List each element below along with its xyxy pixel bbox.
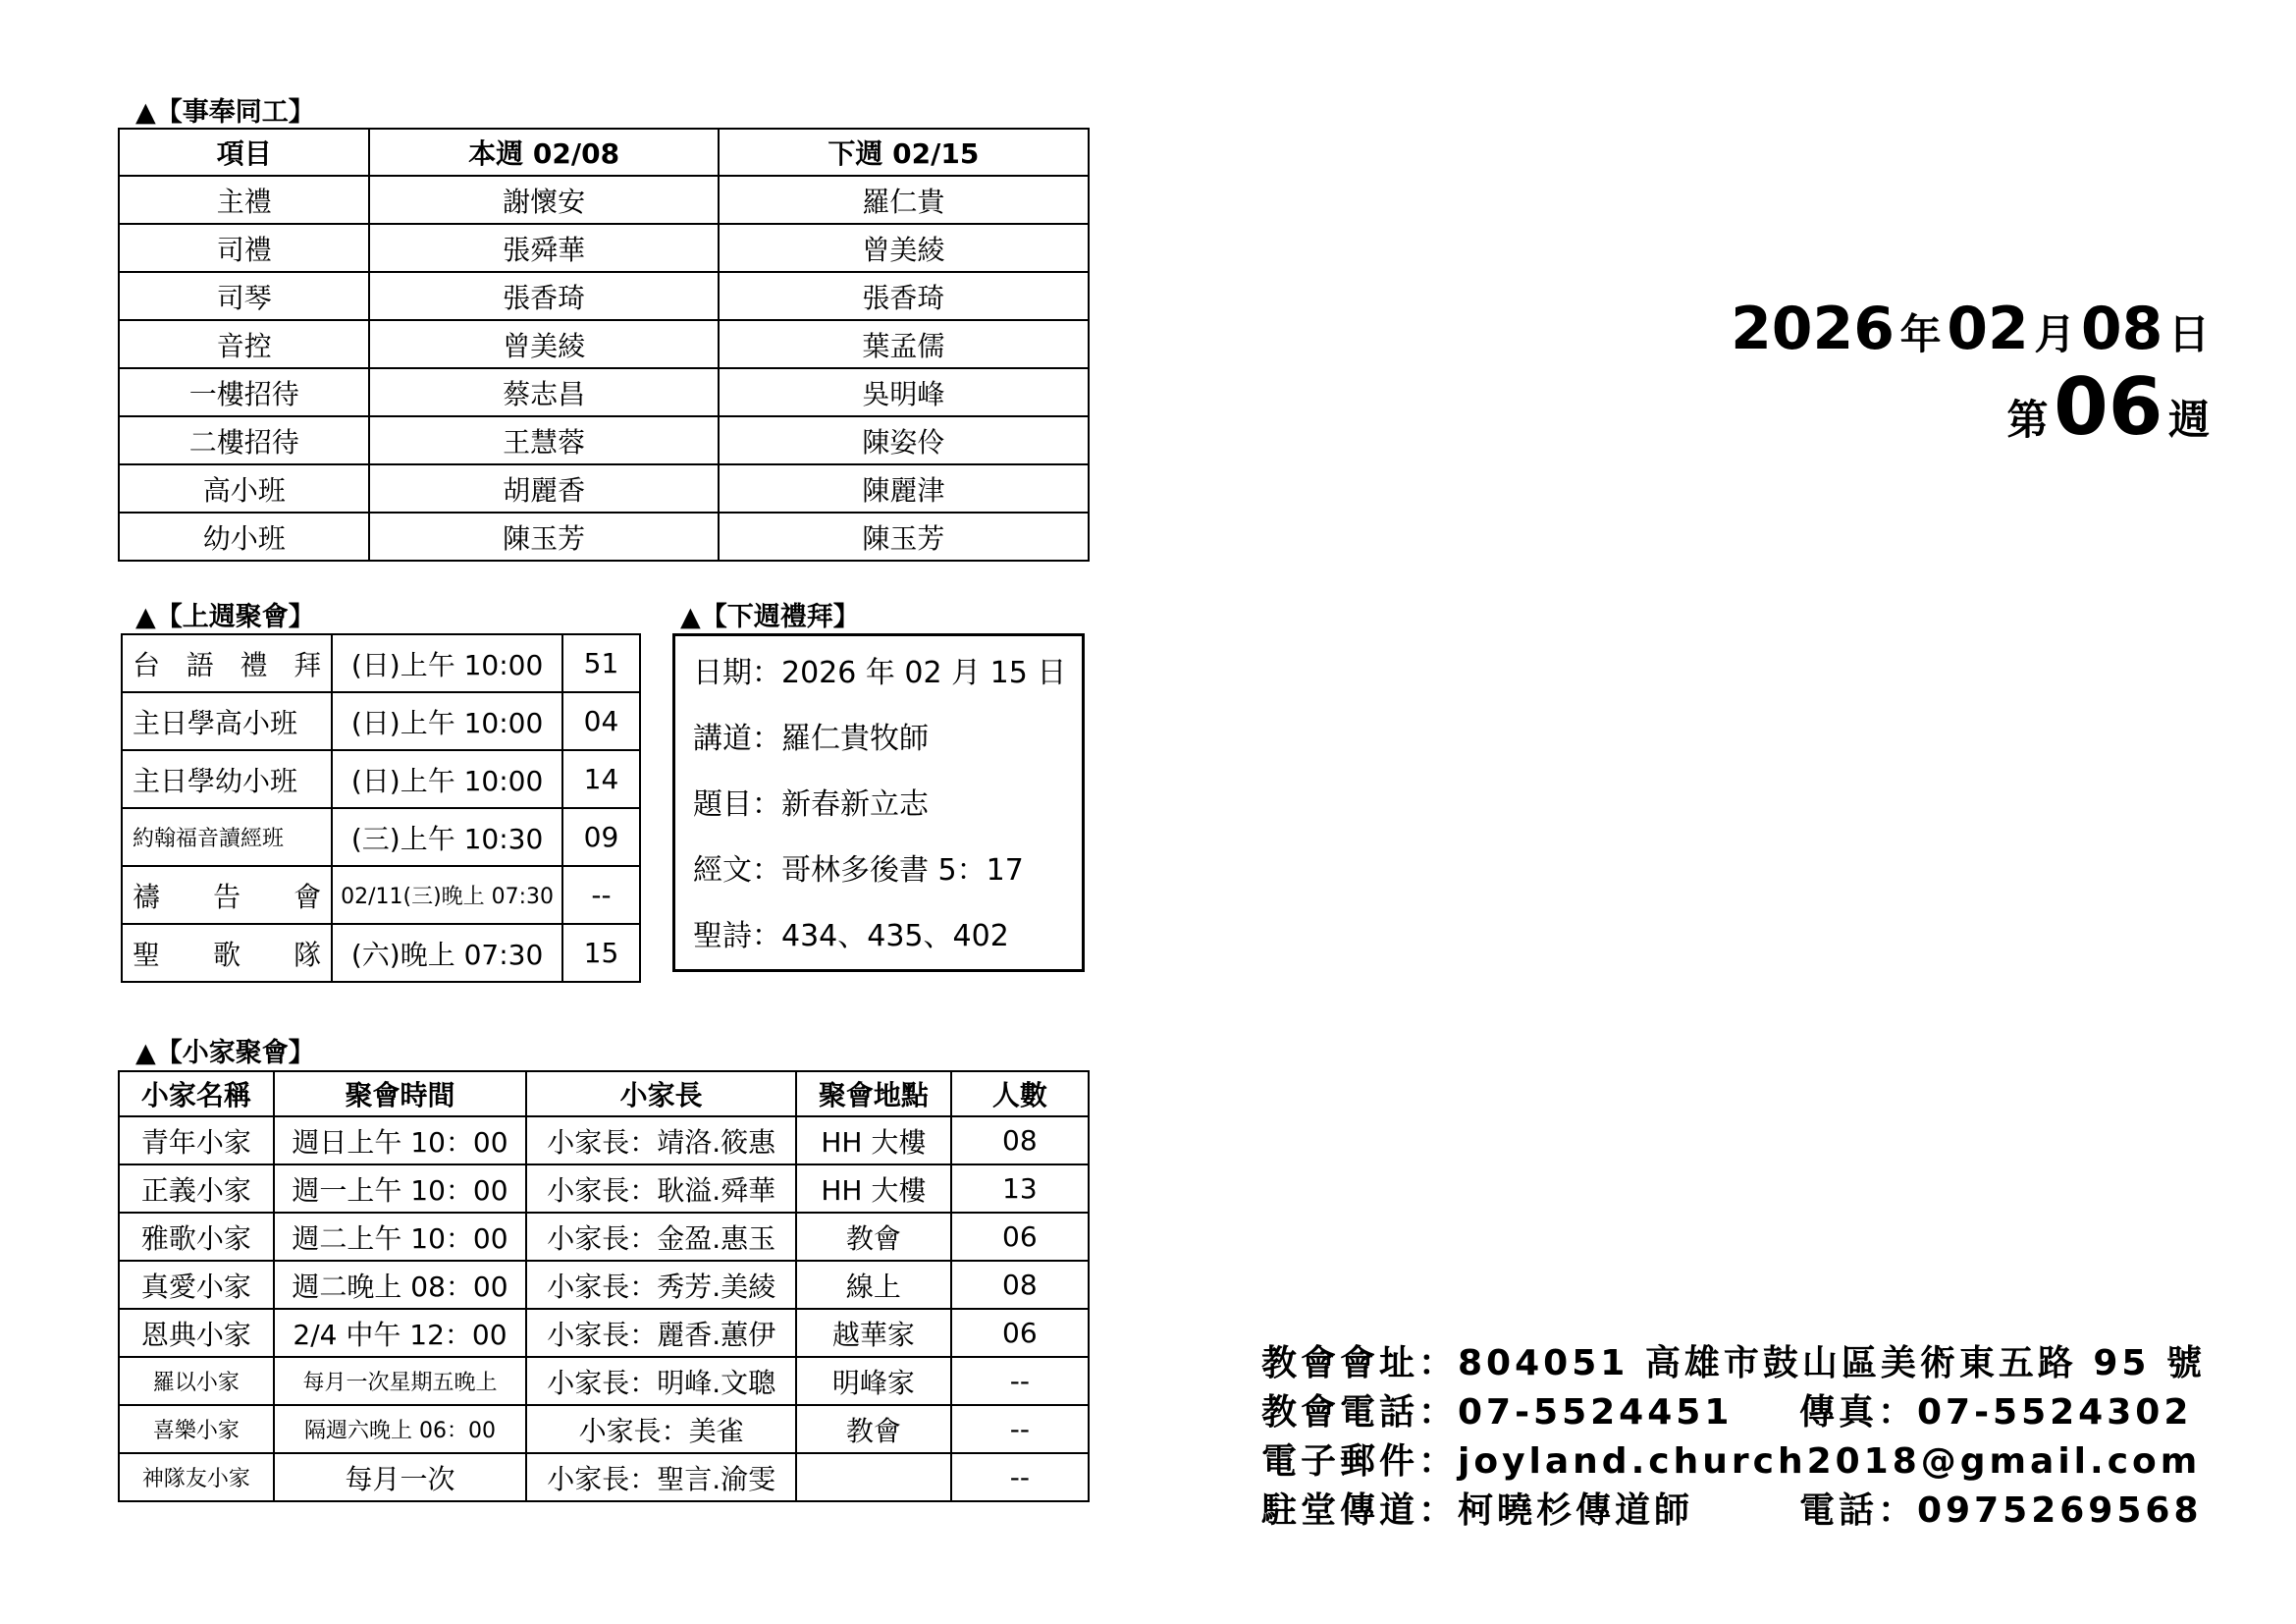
group-location: 線上: [796, 1261, 951, 1309]
small-groups-header-row: [119, 1071, 1089, 1116]
next-week-scripture: 經文：哥林多後書 5：17: [693, 853, 1024, 888]
group-time: 週二晚上 08：00: [274, 1261, 527, 1309]
meeting-name: 主日學高小班: [122, 692, 332, 750]
servers-this-week: 王慧蓉: [369, 416, 718, 464]
group-count: --: [951, 1357, 1089, 1405]
meeting-attendance: 14: [562, 750, 640, 808]
servers-role: 高小班: [119, 464, 369, 513]
group-location: 越華家: [796, 1309, 951, 1357]
meeting-attendance: 15: [562, 924, 640, 982]
group-location: 教會: [796, 1213, 951, 1261]
group-time: 週一上午 10：00: [274, 1164, 527, 1213]
meeting-attendance: 51: [562, 634, 640, 692]
meeting-name: 主日學幼小班: [122, 750, 332, 808]
servers-role: 幼小班: [119, 513, 369, 561]
small-groups-section-title: ▲【小家聚會】: [135, 1038, 315, 1068]
meeting-attendance: 04: [562, 692, 640, 750]
servers-row: [119, 464, 1089, 513]
servers-row: [119, 320, 1089, 368]
servers-row: [119, 513, 1089, 561]
small-group-row: [119, 1164, 1089, 1213]
meeting-time: (六)晚上 07:30: [332, 924, 562, 982]
servers-this-week: 陳玉芳: [369, 513, 718, 561]
servers-next-week: 葉孟儒: [719, 320, 1089, 368]
small-group-row: [119, 1357, 1089, 1405]
small-groups-table: [118, 1070, 1090, 1502]
servers-next-week: 吳明峰: [719, 368, 1089, 416]
week-unit: 週: [2167, 396, 2210, 444]
small-groups-header-name: 小家名稱: [119, 1071, 274, 1116]
group-count: --: [951, 1453, 1089, 1501]
servers-header-this-week: 本週 02/08: [369, 129, 718, 176]
last-week-row: [122, 692, 640, 750]
servers-role: 司禮: [119, 224, 369, 272]
group-count: --: [951, 1405, 1089, 1453]
servers-section-title: ▲【事奉同工】: [135, 97, 315, 128]
servers-next-week: 羅仁貴: [719, 176, 1089, 224]
servers-row: [119, 272, 1089, 320]
group-leader: 小家長：麗香.蕙伊: [526, 1309, 796, 1357]
small-groups-header-leader: 小家長: [526, 1071, 796, 1116]
last-week-table: [121, 633, 641, 983]
group-leader: 小家長：明峰.文聰: [526, 1357, 796, 1405]
church-email: 電子郵件：joyland.church2018@gmail.com: [1261, 1441, 2202, 1482]
group-time: 週二上午 10：00: [274, 1213, 527, 1261]
small-group-row: [119, 1261, 1089, 1309]
meeting-time: (日)上午 10:00: [332, 750, 562, 808]
group-name: 青年小家: [119, 1116, 274, 1164]
group-leader: 小家長：秀芳.美綾: [526, 1261, 796, 1309]
servers-role: 二樓招待: [119, 416, 369, 464]
group-leader: 小家長：金盈.惠玉: [526, 1213, 796, 1261]
church-preacher: 駐堂傳道：柯曉杉傳道師: [1261, 1490, 1694, 1531]
group-location: [796, 1453, 951, 1501]
meeting-attendance: 09: [562, 808, 640, 866]
group-count: 08: [951, 1261, 1089, 1309]
week-number: 06: [2054, 361, 2163, 453]
small-group-row: [119, 1405, 1089, 1453]
next-week-date: 日期：2026 年 02 月 15 日: [693, 656, 1067, 690]
servers-header-next-week: 下週 02/15: [719, 129, 1089, 176]
group-count: 06: [951, 1309, 1089, 1357]
servers-role: 音控: [119, 320, 369, 368]
servers-next-week: 陳玉芳: [719, 513, 1089, 561]
group-leader: 小家長：靖洛.筱惠: [526, 1116, 796, 1164]
date-year: 2026: [1731, 295, 1896, 363]
small-group-row: [119, 1453, 1089, 1501]
small-group-row: [119, 1213, 1089, 1261]
group-leader: 小家長：耿溢.舜華: [526, 1164, 796, 1213]
date-day-unit: 日: [2167, 310, 2210, 358]
servers-role: 司琴: [119, 272, 369, 320]
group-location: HH 大樓: [796, 1116, 951, 1164]
date-year-unit: 年: [1899, 310, 1942, 358]
meeting-name: 台 語 禮 拜: [122, 634, 332, 692]
group-name: 正義小家: [119, 1164, 274, 1213]
servers-this-week: 曾美綾: [369, 320, 718, 368]
servers-this-week: 張香琦: [369, 272, 718, 320]
preacher-phone: 電話：0975269568: [1799, 1490, 2203, 1531]
servers-this-week: 張舜華: [369, 224, 718, 272]
group-time: 2/4 中午 12：00: [274, 1309, 527, 1357]
next-week-preacher: 講道：羅仁貴牧師: [693, 722, 929, 756]
date-day: 08: [2080, 295, 2163, 363]
group-time: 每月一次: [274, 1453, 527, 1501]
last-week-row: [122, 750, 640, 808]
church-fax: 傳真：07-5524302: [1799, 1392, 2193, 1433]
servers-this-week: 胡麗香: [369, 464, 718, 513]
bulletin-week: [2006, 361, 2210, 453]
small-group-row: [119, 1309, 1089, 1357]
small-groups-header-time: 聚會時間: [274, 1071, 527, 1116]
last-week-row: [122, 924, 640, 982]
date-month-unit: 月: [2034, 310, 2076, 358]
meeting-name: 禱 告 會: [122, 866, 332, 924]
meeting-name: 聖 歌 隊: [122, 924, 332, 982]
next-week-hymns: 聖詩：434、435、402: [693, 919, 1009, 953]
next-week-topic: 題目：新春新立志: [693, 787, 929, 822]
date-month: 02: [1947, 295, 2029, 363]
group-name: 恩典小家: [119, 1309, 274, 1357]
next-week-section-title: ▲【下週禮拜】: [680, 602, 860, 632]
group-count: 13: [951, 1164, 1089, 1213]
church-address: 教會會址：804051 高雄市鼓山區美術東五路 95 號: [1261, 1343, 2206, 1383]
group-leader: 小家長：聖言.渝雯: [526, 1453, 796, 1501]
meeting-name: 約翰福音讀經班: [122, 808, 332, 866]
group-count: 06: [951, 1213, 1089, 1261]
servers-header-row: [119, 129, 1089, 176]
meeting-attendance: --: [562, 866, 640, 924]
servers-role: 主禮: [119, 176, 369, 224]
servers-next-week: 張香琦: [719, 272, 1089, 320]
group-count: 08: [951, 1116, 1089, 1164]
meeting-time: (日)上午 10:00: [332, 634, 562, 692]
meeting-time: (三)上午 10:30: [332, 808, 562, 866]
group-time: 隔週六晚上 06：00: [274, 1405, 527, 1453]
group-name: 雅歌小家: [119, 1213, 274, 1261]
next-week-box: [672, 633, 1085, 972]
group-location: 明峰家: [796, 1357, 951, 1405]
servers-header-item: 項目: [119, 129, 369, 176]
servers-next-week: 曾美綾: [719, 224, 1089, 272]
group-name: 喜樂小家: [119, 1405, 274, 1453]
servers-next-week: 陳麗津: [719, 464, 1089, 513]
meeting-time: (日)上午 10:00: [332, 692, 562, 750]
servers-role: 一樓招待: [119, 368, 369, 416]
servers-row: [119, 416, 1089, 464]
small-groups-header-count: 人數: [951, 1071, 1089, 1116]
group-location: 教會: [796, 1405, 951, 1453]
group-time: 週日上午 10：00: [274, 1116, 527, 1164]
servers-row: [119, 224, 1089, 272]
servers-row: [119, 176, 1089, 224]
group-name: 真愛小家: [119, 1261, 274, 1309]
servers-this-week: 蔡志昌: [369, 368, 718, 416]
servers-next-week: 陳姿伶: [719, 416, 1089, 464]
group-time: 每月一次星期五晚上: [274, 1357, 527, 1405]
group-location: HH 大樓: [796, 1164, 951, 1213]
last-week-row: [122, 866, 640, 924]
group-name: 神隊友小家: [119, 1453, 274, 1501]
church-phone: 教會電話：07-5524451: [1261, 1392, 1734, 1433]
last-week-row: [122, 634, 640, 692]
last-week-section-title: ▲【上週聚會】: [135, 602, 315, 632]
small-groups-header-location: 聚會地點: [796, 1071, 951, 1116]
week-prefix: 第: [2006, 396, 2049, 444]
group-name: 羅以小家: [119, 1357, 274, 1405]
bulletin-date: [1731, 295, 2210, 363]
last-week-row: [122, 808, 640, 866]
group-leader: 小家長：美雀: [526, 1405, 796, 1453]
servers-this-week: 謝懷安: [369, 176, 718, 224]
servers-row: [119, 368, 1089, 416]
servers-table: [118, 128, 1090, 562]
meeting-time: 02/11(三)晚上 07:30: [332, 866, 562, 924]
small-group-row: [119, 1116, 1089, 1164]
